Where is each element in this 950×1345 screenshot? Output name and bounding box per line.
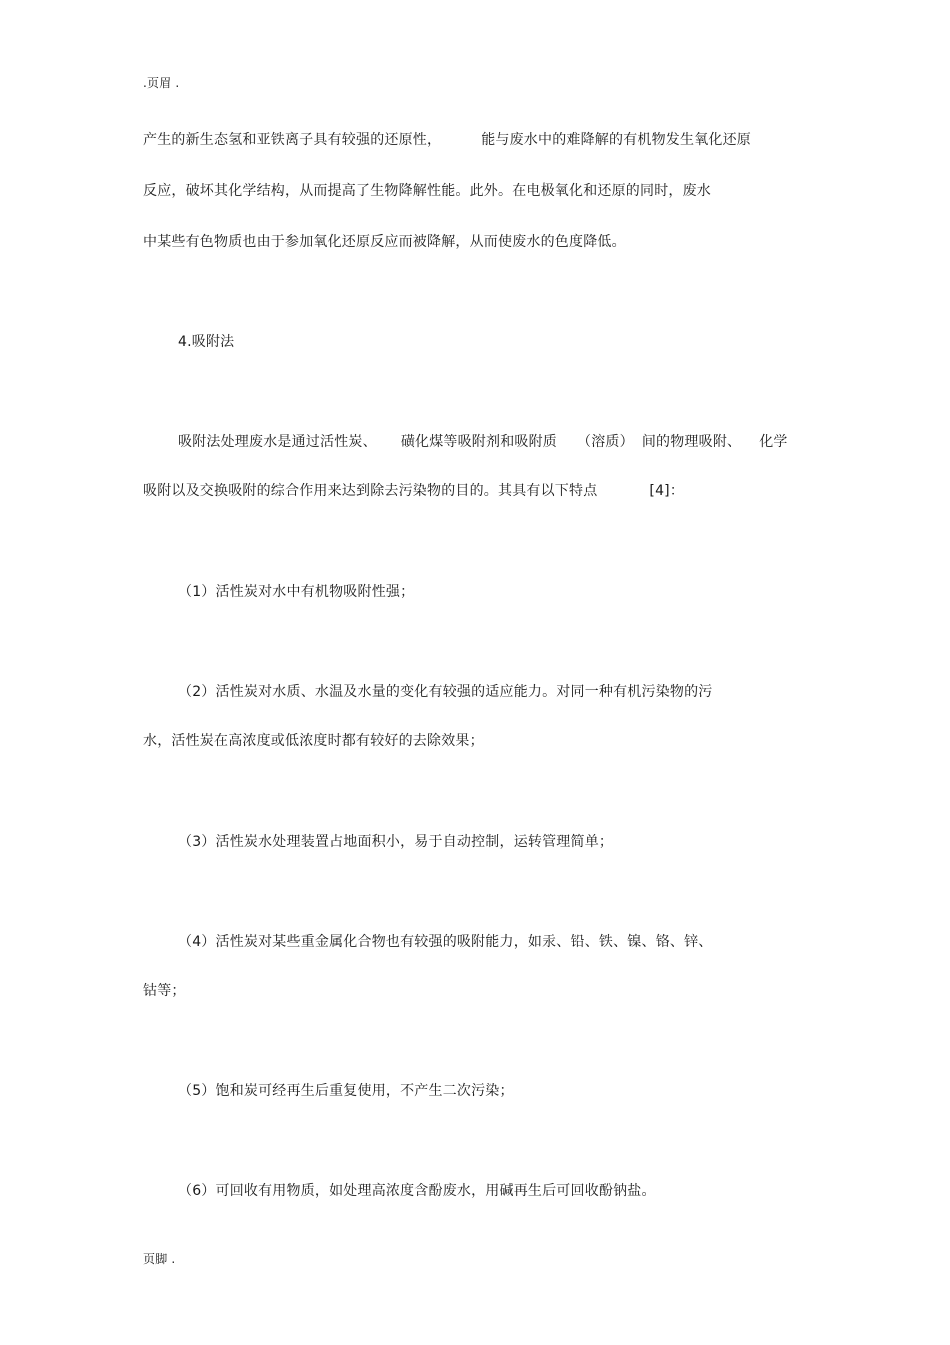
list-item-4-line-1: （4）活性炭对某些重金属化合物也有较强的吸附能力，如汞、铅、铁、镍、铬、锌、 (178, 934, 713, 950)
list-item-1: （1）活性炭对水中有机物吸附性强； (178, 584, 415, 600)
list-item-4-line-2: 钴等； (143, 983, 186, 999)
citation-ref: [4]： (649, 483, 685, 499)
page-header: .页眉 . (143, 76, 180, 90)
list-item-5: （5）饱和炭可经再生后重复使用，不产生二次污染； (178, 1083, 514, 1099)
para-line-1-part-a: 吸附法处理废水是通过活性炭、 (178, 434, 377, 450)
intro-line-1 (143, 130, 751, 150)
list-item-3: （3）活性炭水处理装置占地面积小，易于自动控制，运转管理简单； (178, 834, 614, 850)
list-item-2-line-2: 水，活性炭在高浓度或低浓度时都有较好的去除效果； (143, 733, 484, 749)
section-heading: 4.吸附法 (178, 334, 235, 350)
list-item-2-line-1: （2）活性炭对水质、水温及水量的变化有较强的适应能力。对同一种有机污染物的污 (178, 684, 713, 700)
para-line-1 (178, 432, 788, 452)
intro-line-1-part-a: 产生的新生态氢和亚铁离子具有较强的还原性， (143, 132, 442, 148)
para-line-2 (143, 481, 684, 501)
para-line-1-part-b: 磺化煤等吸附剂和吸附质 (400, 434, 558, 450)
list-item-6: （6）可回收有用物质，如处理高浓度含酚废水，用碱再生后可回收酚钠盐。 (178, 1183, 656, 1199)
intro-line-2: 反应，破坏其化学结构，从而提高了生物降解性能。此外。在电极氧化和还原的同时，废水 (143, 183, 711, 199)
para-line-1-part-c: （溶质） (577, 434, 634, 450)
para-line-1-part-e: 化学 (759, 434, 788, 450)
intro-line-1-part-b: 能与废水中的难降解的有机物发生氧化还原 (481, 132, 752, 148)
para-line-2-part-a: 吸附以及交换吸附的综合作用来达到除去污染物的目的。其具有以下特点 (143, 483, 598, 499)
page-footer: 页脚 . (143, 1252, 176, 1266)
para-line-1-part-d: 间的物理吸附、 (641, 434, 742, 450)
intro-line-3: 中某些有色物质也由于参加氧化还原反应而被降解，从而使废水的色度降低。 (143, 234, 626, 250)
